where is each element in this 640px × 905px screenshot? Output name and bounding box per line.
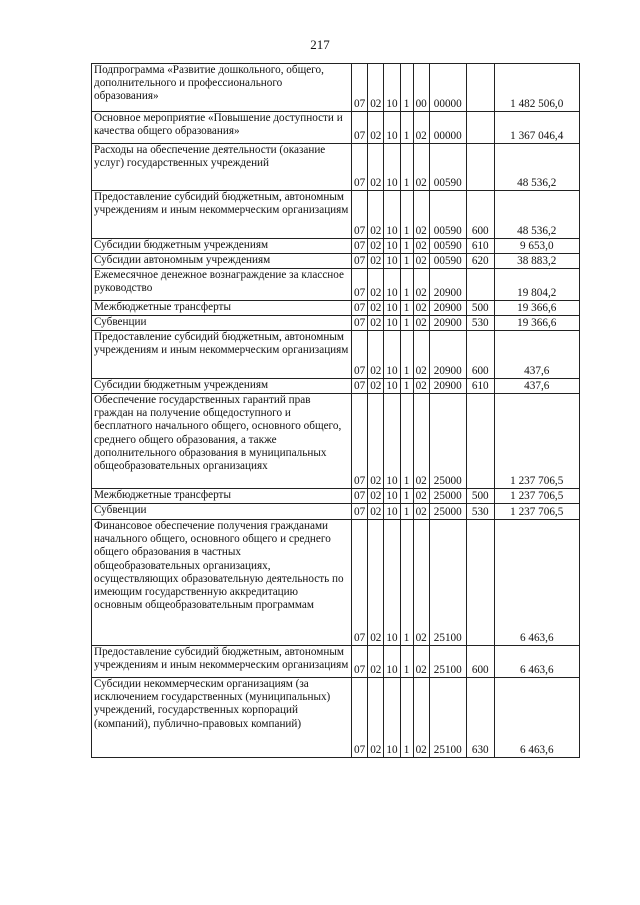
code-cs-part3: 25000 [429, 489, 466, 504]
table-row [92, 504, 580, 520]
code-cs-part1: 1 [400, 239, 413, 254]
code-cs-part2: 02 [413, 269, 429, 301]
table-row [92, 678, 580, 758]
code-cs-part1: 1 [400, 301, 413, 316]
code-pr: 10 [384, 191, 400, 239]
code-pr: 10 [384, 520, 400, 646]
code-pr: 10 [384, 678, 400, 758]
table-row [92, 394, 580, 489]
code-pr: 10 [384, 112, 400, 144]
row-name: Основное мероприятие «Повышение доступности и качества общего образования» [92, 112, 352, 144]
code-ved: 07 [352, 301, 368, 316]
code-cs-part1: 1 [400, 112, 413, 144]
amount: 19 804,2 [494, 269, 579, 301]
code-rz: 02 [368, 489, 384, 504]
code-cs-part3: 00590 [429, 239, 466, 254]
code-pr: 10 [384, 316, 400, 331]
code-rz: 02 [368, 191, 384, 239]
code-cs-part2: 02 [413, 678, 429, 758]
code-ved: 07 [352, 269, 368, 301]
code-cs-part3: 20900 [429, 269, 466, 301]
code-cs-part3: 00590 [429, 144, 466, 191]
code-cs-part3: 20900 [429, 379, 466, 394]
amount: 1 367 046,4 [494, 112, 579, 144]
row-name: Ежемесячное денежное вознаграждение за классное руководство [92, 269, 352, 301]
code-cs-part2: 02 [413, 379, 429, 394]
code-ved: 07 [352, 520, 368, 646]
row-name: Субсидии бюджетным учреждениям [92, 379, 352, 394]
code-pr: 10 [384, 646, 400, 678]
code-vr: 630 [466, 678, 494, 758]
code-cs-part3: 00000 [429, 112, 466, 144]
code-pr: 10 [384, 504, 400, 520]
code-cs-part2: 02 [413, 489, 429, 504]
code-pr: 10 [384, 331, 400, 379]
code-cs-part1: 1 [400, 269, 413, 301]
code-vr: 600 [466, 331, 494, 379]
table-row [92, 254, 580, 269]
code-ved: 07 [352, 394, 368, 489]
table-row [92, 64, 580, 112]
code-ved: 07 [352, 112, 368, 144]
row-name: Финансовое обеспечение получения гражданами начального общего, основного общего и среднего общего образования в частных общеобразовательных организациях, осуществляющих образовательную деятельность по имеющим государственную аккредитацию основным общеобразовательным программам [92, 520, 352, 646]
code-cs-part1: 1 [400, 254, 413, 269]
amount: 48 536,2 [494, 191, 579, 239]
code-rz: 02 [368, 394, 384, 489]
code-cs-part3: 25100 [429, 678, 466, 758]
code-ved: 07 [352, 331, 368, 379]
code-cs-part1: 1 [400, 191, 413, 239]
code-cs-part1: 1 [400, 646, 413, 678]
amount: 6 463,6 [494, 520, 579, 646]
code-ved: 07 [352, 254, 368, 269]
code-ved: 07 [352, 646, 368, 678]
code-pr: 10 [384, 144, 400, 191]
code-cs-part2: 02 [413, 191, 429, 239]
code-cs-part3: 00590 [429, 191, 466, 239]
amount: 1 237 706,5 [494, 394, 579, 489]
table-row [92, 489, 580, 504]
amount: 48 536,2 [494, 144, 579, 191]
code-cs-part1: 1 [400, 144, 413, 191]
row-name: Межбюджетные трансферты [92, 489, 352, 504]
code-rz: 02 [368, 301, 384, 316]
code-cs-part1: 1 [400, 394, 413, 489]
code-cs-part1: 1 [400, 64, 413, 112]
code-rz: 02 [368, 269, 384, 301]
row-name: Расходы на обеспечение деятельности (оказание услуг) государственных учреждений [92, 144, 352, 191]
table-row [92, 269, 580, 301]
row-name: Предоставление субсидий бюджетным, автономным учреждениям и иным некоммерческим организациям [92, 191, 352, 239]
row-name: Обеспечение государственных гарантий прав граждан на получение общедоступного и бесплатного начального общего, основного общего, среднего общего образования, а также дополнительного образования в муниципальных общеобразовательных организациях [92, 394, 352, 489]
code-cs-part1: 1 [400, 331, 413, 379]
code-cs-part2: 02 [413, 254, 429, 269]
code-vr: 620 [466, 254, 494, 269]
table-body [92, 64, 580, 758]
code-ved: 07 [352, 379, 368, 394]
table-row [92, 112, 580, 144]
amount: 19 366,6 [494, 316, 579, 331]
amount: 6 463,6 [494, 678, 579, 758]
code-ved: 07 [352, 191, 368, 239]
code-rz: 02 [368, 331, 384, 379]
code-cs-part2: 02 [413, 520, 429, 646]
code-vr [466, 64, 494, 112]
code-vr: 610 [466, 239, 494, 254]
code-pr: 10 [384, 64, 400, 112]
code-vr: 610 [466, 379, 494, 394]
code-cs-part2: 02 [413, 301, 429, 316]
code-rz: 02 [368, 520, 384, 646]
code-ved: 07 [352, 144, 368, 191]
table-row [92, 239, 580, 254]
amount: 437,6 [494, 331, 579, 379]
code-vr: 500 [466, 301, 494, 316]
code-pr: 10 [384, 269, 400, 301]
budget-table [91, 63, 580, 758]
amount: 1 482 506,0 [494, 64, 579, 112]
amount: 9 653,0 [494, 239, 579, 254]
code-pr: 10 [384, 239, 400, 254]
code-pr: 10 [384, 379, 400, 394]
code-cs-part1: 1 [400, 678, 413, 758]
code-vr: 530 [466, 504, 494, 520]
row-name: Субсидии бюджетным учреждениям [92, 239, 352, 254]
code-cs-part1: 1 [400, 504, 413, 520]
code-rz: 02 [368, 112, 384, 144]
amount: 6 463,6 [494, 646, 579, 678]
code-ved: 07 [352, 316, 368, 331]
row-name: Субсидии автономным учреждениям [92, 254, 352, 269]
code-rz: 02 [368, 379, 384, 394]
table-row [92, 144, 580, 191]
code-rz: 02 [368, 254, 384, 269]
code-cs-part2: 02 [413, 394, 429, 489]
amount: 19 366,6 [494, 301, 579, 316]
table-row [92, 379, 580, 394]
code-pr: 10 [384, 254, 400, 269]
code-vr [466, 394, 494, 489]
code-vr [466, 112, 494, 144]
code-vr: 600 [466, 191, 494, 239]
code-cs-part3: 25100 [429, 520, 466, 646]
code-vr [466, 144, 494, 191]
code-rz: 02 [368, 678, 384, 758]
row-name: Предоставление субсидий бюджетным, автономным учреждениям и иным некоммерческим организациям [92, 331, 352, 379]
code-cs-part3: 25100 [429, 646, 466, 678]
code-vr [466, 520, 494, 646]
table-row [92, 520, 580, 646]
row-name: Субвенции [92, 504, 352, 520]
code-cs-part2: 02 [413, 239, 429, 254]
page-number: 217 [310, 37, 330, 52]
code-vr: 500 [466, 489, 494, 504]
code-ved: 07 [352, 64, 368, 112]
row-name: Субвенции [92, 316, 352, 331]
code-rz: 02 [368, 144, 384, 191]
code-cs-part1: 1 [400, 489, 413, 504]
code-pr: 10 [384, 394, 400, 489]
row-name: Субсидии некоммерческим организациям (за исключением государственных (муниципальных) учреждений, государственных корпораций (компаний), публично-правовых компаний) [92, 678, 352, 758]
table-row [92, 301, 580, 316]
table-row [92, 191, 580, 239]
code-cs-part2: 02 [413, 504, 429, 520]
code-cs-part3: 20900 [429, 316, 466, 331]
code-cs-part2: 00 [413, 64, 429, 112]
code-vr: 600 [466, 646, 494, 678]
code-cs-part2: 02 [413, 646, 429, 678]
code-cs-part2: 02 [413, 112, 429, 144]
code-cs-part2: 02 [413, 331, 429, 379]
code-pr: 10 [384, 301, 400, 316]
code-cs-part3: 25000 [429, 504, 466, 520]
table-row [92, 646, 580, 678]
table-row [92, 331, 580, 379]
code-cs-part1: 1 [400, 520, 413, 646]
code-rz: 02 [368, 316, 384, 331]
code-cs-part2: 02 [413, 316, 429, 331]
code-rz: 02 [368, 64, 384, 112]
code-pr: 10 [384, 489, 400, 504]
code-cs-part2: 02 [413, 144, 429, 191]
code-ved: 07 [352, 489, 368, 504]
amount: 1 237 706,5 [494, 489, 579, 504]
code-vr [466, 269, 494, 301]
code-cs-part3: 20900 [429, 331, 466, 379]
code-vr: 530 [466, 316, 494, 331]
amount: 437,6 [494, 379, 579, 394]
amount: 38 883,2 [494, 254, 579, 269]
code-cs-part1: 1 [400, 316, 413, 331]
row-name: Подпрограмма «Развитие дошкольного, общего, дополнительного и профессионального образования» [92, 64, 352, 112]
code-cs-part3: 00590 [429, 254, 466, 269]
code-ved: 07 [352, 678, 368, 758]
code-rz: 02 [368, 646, 384, 678]
code-cs-part1: 1 [400, 379, 413, 394]
table-row [92, 316, 580, 331]
code-ved: 07 [352, 504, 368, 520]
code-rz: 02 [368, 239, 384, 254]
amount: 1 237 706,5 [494, 504, 579, 520]
code-rz: 02 [368, 504, 384, 520]
row-name: Предоставление субсидий бюджетным, автономным учреждениям и иным некоммерческим организациям [92, 646, 352, 678]
code-ved: 07 [352, 239, 368, 254]
code-cs-part3: 00000 [429, 64, 466, 112]
row-name: Межбюджетные трансферты [92, 301, 352, 316]
code-cs-part3: 20900 [429, 301, 466, 316]
code-cs-part3: 25000 [429, 394, 466, 489]
